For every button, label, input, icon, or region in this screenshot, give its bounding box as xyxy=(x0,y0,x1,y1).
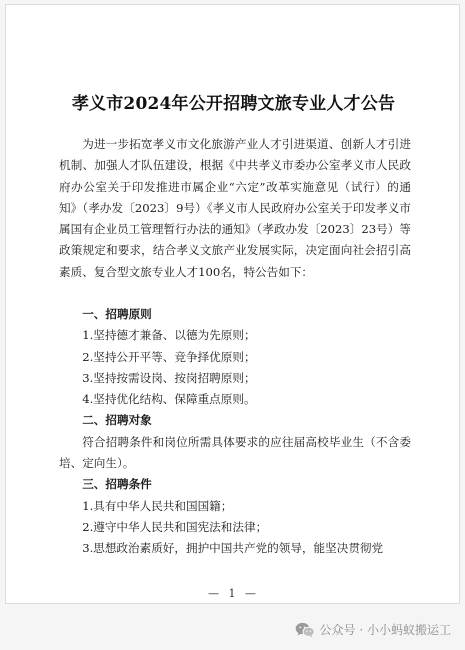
document-page xyxy=(5,4,460,604)
section-heading-targets: 二、招聘对象 xyxy=(82,413,152,428)
watermark xyxy=(295,621,451,638)
list-item: 3.坚持按需设岗、按岗招聘原则； xyxy=(82,370,256,385)
section-heading-principles: 一、招聘原则 xyxy=(82,307,152,321)
list-item: 4.坚持优化结构、保障重点原则。 xyxy=(82,392,256,407)
list-item: 1.坚持德才兼备、以德为先原则； xyxy=(82,328,256,343)
list-item: 2.遵守中华人民共和国宪法和法律； xyxy=(82,519,268,534)
document-title: 孝义市2024年公开招聘文旅专业人才公告 xyxy=(71,94,396,114)
list-item: 3.思想政治素质好，拥护中国共产党的领导，能坚决贯彻党 xyxy=(82,541,384,556)
section-list xyxy=(59,304,411,560)
targets-paragraph: 符合招聘条件和岗位所需具体要求的应往届高校毕业生（不含委培、定向生）。 xyxy=(59,434,411,471)
page-number: — 1 — xyxy=(208,587,259,600)
wechat-icon xyxy=(295,622,315,638)
section-heading-conditions: 三、招聘条件 xyxy=(82,477,152,492)
intro-paragraph: 为进一步拓宽孝义市文化旅游产业人才引进渠道、创新人才引进机制、加强人才队伍建设，根据《中共孝义市委办公室孝义市人民政府办公室关于印发推进市属企业“六定”改革实施意见（试行）的通知》（孝办发〔2023〕9号）《孝义市人民政府办公室关于印发孝义市属国有企业员工管理暂行办法的通知》（孝政办发〔2023〕23号）等政策规定和要求，结合孝义文旅产业发展实际，决定面向社会招引高素质、复合型文旅专业人才100名，特公告如下： xyxy=(59,137,411,279)
watermark-text: 公众号 · 小小蚂蚁搬运工 xyxy=(319,623,451,637)
list-item: 2.坚持公开平等、竞争择优原则； xyxy=(82,349,256,364)
list-item: 1.具有中华人民共和国国籍； xyxy=(82,498,233,513)
